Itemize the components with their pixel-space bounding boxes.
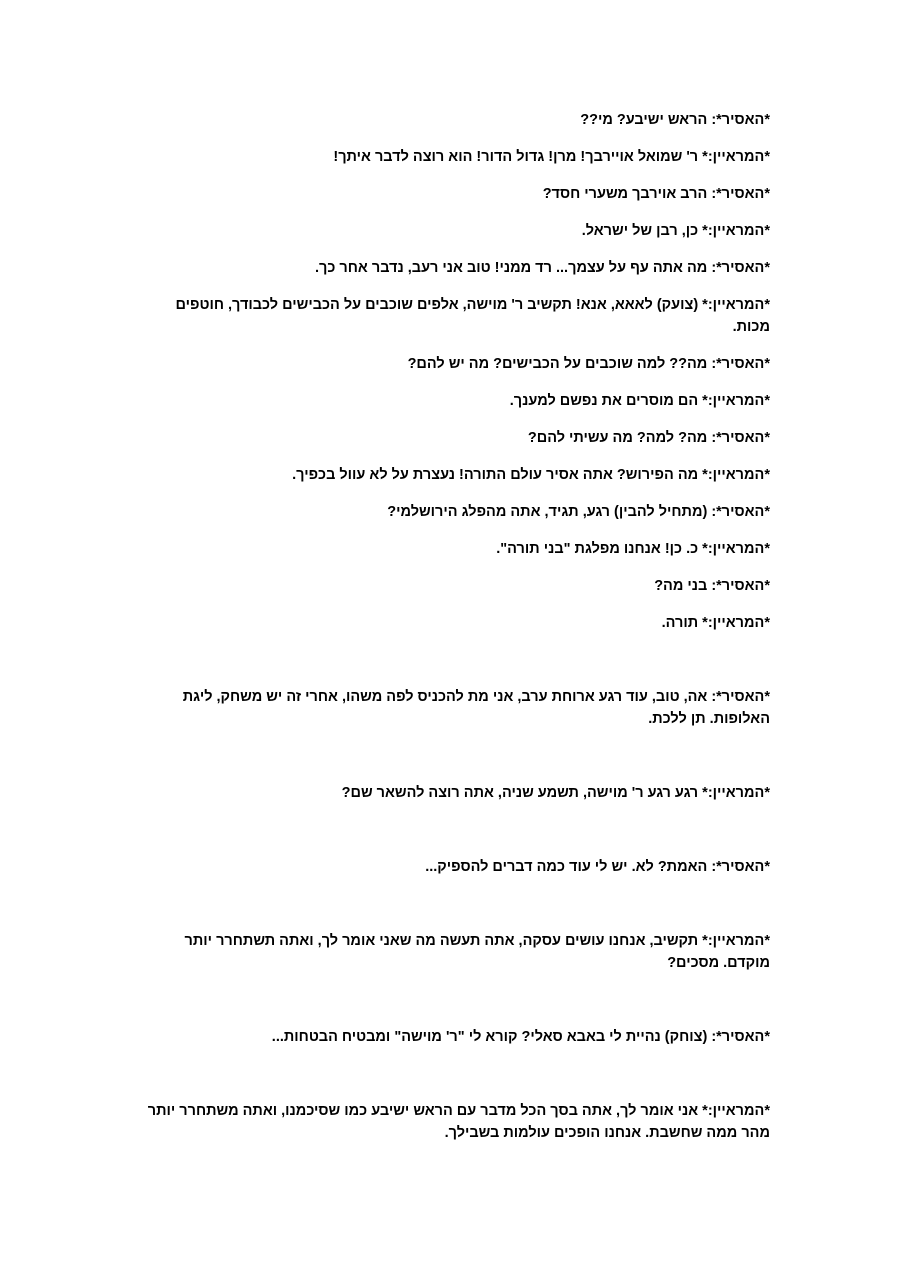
dialogue-line: *האסיר*: אה, טוב, עוד רגע ארוחת ערב, אני מת להכניס לפה משהו, אחרי זה יש משחק, ליגת האלופות. תן ללכת. bbox=[182, 689, 770, 727]
dialogue-line: *האסיר*: בני מה? bbox=[654, 578, 770, 594]
dialogue-line: *האסיר*: (צוחק) נהיית לי באבא סאלי? קורא לי "ר' מוישה" ומבטיח הבטחות... bbox=[271, 1029, 770, 1045]
dialogue-line: *המראיין:* תורה. bbox=[661, 615, 770, 631]
dialogue-line: *המראיין:* מה הפירוש? אתה אסיר עולם התורה! נעצרת על לא עוול בכפיך. bbox=[292, 467, 770, 483]
dialogue-line: *האסיר*: (מתחיל להבין) רגע, תגיד, אתה מהפלג הירושלמי? bbox=[387, 504, 770, 520]
dialogue-line: *המראיין:* הם מוסרים את נפשם למענך. bbox=[509, 393, 770, 409]
dialogue-line: *המראיין:* ר' שמואל אויירבך! מרן! גדול הדור! הוא רוצה לדבר איתך! bbox=[333, 149, 770, 165]
dialogue-line: *האסיר*: מה?? למה שוכבים על הכבישים? מה יש להם? bbox=[407, 356, 770, 372]
dialogue-line: *האסיר*: מה אתה עף על עצמך... רד ממני! טוב אני רעב, נדבר אחר כך. bbox=[314, 260, 770, 276]
dialogue-line: *המראיין:* כ. כן! אנחנו מפלגת "בני תורה". bbox=[496, 541, 770, 557]
dialogue-line: *האסיר*: הרב אוירבך משערי חסד? bbox=[542, 186, 770, 202]
dialogue-line: *האסיר*: הראש ישיבע? מי?? bbox=[580, 112, 770, 128]
dialogue-line: *המראיין:* כן, רבן של ישראל. bbox=[581, 223, 770, 239]
dialogue-line: *המראיין:* רגע רגע ר' מוישה, תשמע שניה, אתה רוצה להשאר שם? bbox=[341, 785, 770, 801]
dialogue-line: *האסיר*: האמת? לא. יש לי עוד כמה דברים להספיק... bbox=[425, 859, 770, 875]
dialogue-line: *המראיין:* אני אומר לך, אתה בסך הכל מדבר עם הראש ישיבע כמו שסיכמנו, ואתה משתחרר יותר מהר ממה שחשבת. אנחנו הופכים עולמות בשבילך. bbox=[147, 1103, 770, 1141]
dialogue-line: *האסיר*: מה? למה? מה עשיתי להם? bbox=[527, 430, 770, 446]
dialogue-text bbox=[145, 109, 770, 1144]
dialogue-line: *המראיין:* תקשיב, אנחנו עושים עסקה, אתה תעשה מה שאני אומר לך, ואתה תשתחרר יותר מוקדם. מסכים? bbox=[184, 933, 770, 971]
dialogue-line: *המראיין:* (צועק) לאאא, אנא! תקשיב ר' מוישה, אלפים שוכבים על הכבישים לכבודך, חוטפים מכות. bbox=[175, 297, 770, 335]
